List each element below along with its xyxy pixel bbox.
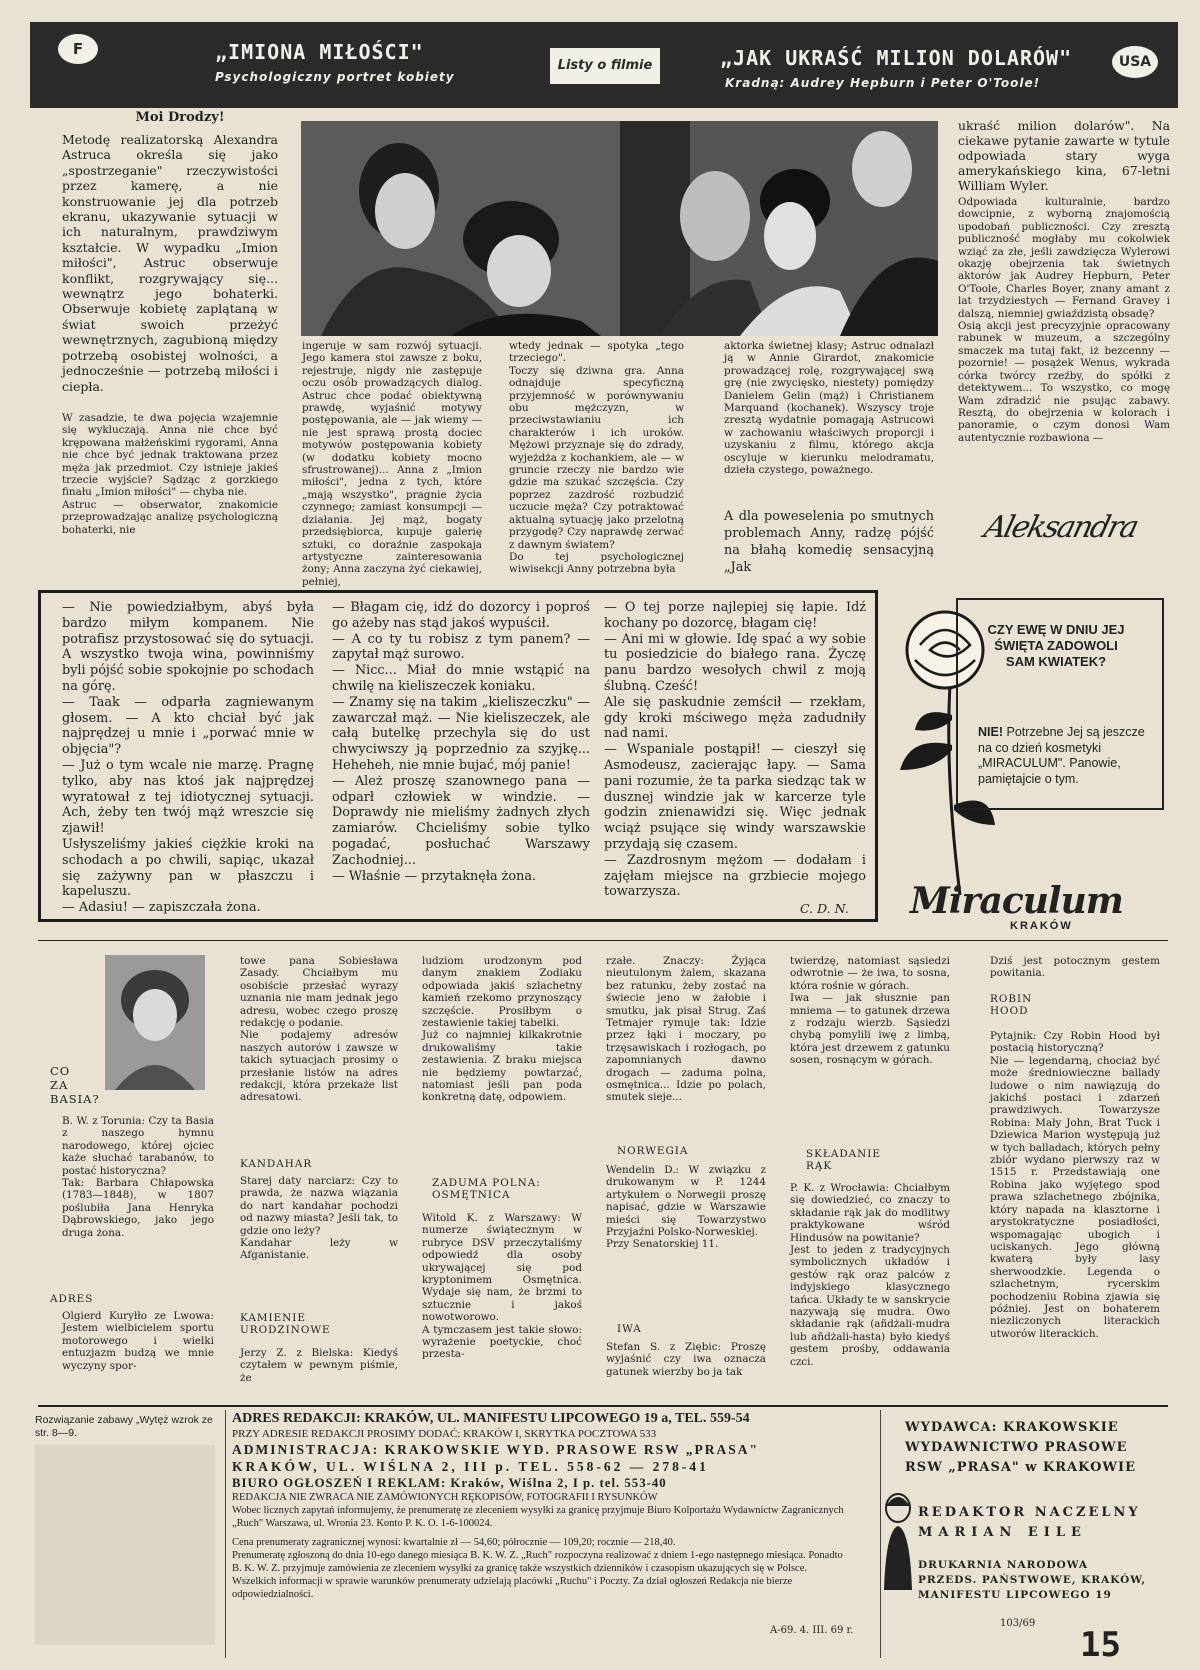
administration-city: KRAKÓW, UL. WIŚLNA 2, III p. TEL. 558-62 — 278-41 (232, 1459, 709, 1474)
qa-iwa-title: IWA (617, 1323, 642, 1335)
qa-col3-text: ludziom urodzonym pod danym znakiem Zodiaku odpowiada jakiś szlachetny kamień rzekomo przynoszący szczęście. Prosiłbym o zestawienie takiej tabelki. Już co najmniej kilkakrotnie drukowaliśmy takie zestawienia. Z braku miejsca nie będziemy powtarzać, natomiast jeśli pan poda konkretną datę, odpowiem. (422, 955, 582, 1104)
letter-badge: F (58, 34, 98, 64)
miraculum-logo: Miraculum (910, 880, 1123, 922)
editor-name: MARIAN EILE (918, 1525, 1087, 1540)
section-label: Listy o filmie (550, 48, 660, 84)
advert-answer (978, 725, 1148, 787)
left-film-title: „IMIONA MIŁOŚCI" (215, 40, 424, 64)
review-column-2: ingeruje w sam rozwój sytuacji. Jego kamera stoi zawsze z boku, rejestruje, nigdy nie zastępuje oczu osób prowadzących dialog. Astruc chce podać obiektywną prawdę, wyjaśnić motywy postępowania, ale — jak wiemy — nie jest sprawą prostą dociec motywów postępowania kobiety (w dodatku kobiety mocno sfrustrowanej)... Anna z „Imion miłości", jedna z tych, które „mają wszystko", pragnie życia czynnego; zamiast konsumpcji — działania. Jej mąż, bogaty przedsiębiorca, kupuje galerię sztuki, co doraźnie zaspokaja artystyczne zainteresowania żony; Anna zaczyna żyć ciekawiej, pełniej, (302, 340, 482, 588)
subscription-note: Wobec licznych zapytań informujemy, że prenumeratę ze zleceniem wysyłki za granicę przyjmuje Biuro Kolportażu Wydawnictw Zagranicznych „Ruch" Warszawa, ul. Wronia 23. Konto P. K. O. 1-6-100024. (232, 1505, 844, 1529)
qa-kandahar-text: Starej daty narciarz: Czy to prawda, że nazwa wiązania do nart kandahar pochodzi od nazwy miasta? Jeśli tak, to gdzie ono leży? Kandahar leży w Afganistanie. (240, 1175, 398, 1262)
qa-basia-text: B. W. z Torunia: Czy ta Basia z naszego hymnu narodowego, której ojciec każe słuchać tarabanów, to postać historyczna? Tak: Barbara Chłapowska (1783—1848), w 1807 poślubiła Jana Henryka Dąbrowskiego, jako jego druga żona. (62, 1115, 214, 1239)
footer-divider (38, 1405, 1168, 1407)
qa-norwegia-text: Wendelin D.: W związku z drukowanym w P. 1244 artykułem o Norwegii proszę napisać, gdzie w Warszawie mieści się Towarzystwo Przyjaźni Polsko-Norweskiej. Przy Senatorskiej 11. (606, 1164, 766, 1251)
country-badge: USA (1112, 46, 1158, 78)
review-column-4b: A dla poweselenia po smutnych problemach Anny, radzę pójść na błahą komedię sensacyjną „Jak (724, 509, 934, 575)
redakcja-address: ADRES REDAKCJI: KRAKÓW, UL. MANIFESTU LIPCOWEGO 19 a, TEL. 559-54 (232, 1411, 750, 1426)
qa-robin-text: Pytajnik: Czy Robin Hood był postacią historyczną? Nie — legendarną, chociaż być może średniowieczne ballady ludowe o nim nawiązują do jakichś postaci i zdarzeń prawdziwych. Towarzysze Robina: Mały John, Brat Tuck i Dziewica Marion występują już w tych balladach, których pełny zbiór wydano pierwszy raz w 1515 r. Przedstawiają one Robina jako wyjętego spod prawa szlachetnego zbójnika, który napada na klasztorne i arystokratyczne posiadłości, wspomagając ubogich i uciskanych. Jego główną kwaterą były lasy sherwoodzkie. Legenda o szlachetnym, rycerskim pochodzeniu Robina zjawia się później. Jest on bohaterem niezliczonych literackich utworów literackich. (990, 1030, 1160, 1340)
postal-box-note: PRZY ADRESIE REDAKCJI PROSIMY DODAĆ: KRAKÓW I, SKRYTKA POCZTOWA 533 (232, 1428, 657, 1440)
address-block (232, 1410, 852, 1601)
section-divider (38, 940, 1168, 941)
review-column-1b: W zasadzie, te dwa pojęcia wzajemnie się wykluczają. Anna nie chce być krępowana małżeńskimi rygorami, Anna nie chce być jednak traktowana przez męża jak przedmiot. Czy istnieje jakieś trzecie wyjście? Sądząc z gorzkiego finału „Imion miłości" — chyba nie. Astruc — obserwator, znakomicie przeprowadzając analizę psychologiczną bohaterki, nie (62, 412, 278, 536)
advert-answer-text: Potrzebne Jej są jeszcze na co dzień kosmetyki „MIRACULUM". Panowie, pamiętajcie o tym. (978, 725, 1145, 786)
print-code: A-69. 4. III. 69 r. (770, 1625, 854, 1636)
author-signature: Aleksandra (980, 510, 1141, 545)
qa-kandahar-title: KANDAHAR (240, 1158, 313, 1170)
review-column-1: Metodę realizatorską Alexandra Astruca określa się jako „spostrzeganie" rzeczywistości przez kamerę, a nie konstruowanie jej dla potrzeb ekranu, ukazywanie sytuacji w ich naturalnym, prawdziwym kształcie. W wypadku „Imion miłości", Astruc obserwuje konflikt, rozgrywający się... wewnątrz jego bohaterki. Obserwuje kobietę zaplątaną w świat swoich przeżyć wewnętrznych, zagubioną między potrzebą osobistej wolności, a jednocześnie — potrzebą miłości i ciepła. (62, 132, 278, 394)
right-film-title: „JAK UKRAŚĆ MILION DOLARÓW" (720, 46, 1073, 70)
left-film-subtitle: Psychologiczny portret kobiety (215, 70, 455, 84)
review-column-3: wtedy jednak — spotyka „tego trzeciego". Toczy się dziwna gra. Anna odnajduje specyficzną przyjemność w porównywaniu obu mężczyzn, w przeciwstawianiu ich charakterów i ich uroków. Mężowi przyznaje się do zdrady, wyjeżdża z kochankiem, ale — w gruncie rzeczy nie bardzo wie gdzie ma szukać szczęścia. Czy poprzez zazdrość rozbudzić uczucie męża? Czy potraktować aktualną sytuację jako przelotną przygodę? Czy naprawdę zerwać z dawnym światem? Do tej psychologicznej wiwisekcji Anny potrzebna była (509, 340, 684, 576)
story-column-3: — O tej porze najlepiej się łapie. Idź kochany po dozorcę, błagam cię! — Ani mi w głowie. Idę spać a wy sobie tu posiedzicie do białego rana. Życzę panu bardzo wesołych chwil z moją ślubną. Cześć! Ale się paskudnie zemścił — rzekłam, gdy kroki mściwego męża zadudniły nad nami. — Wspaniale postąpił! — cieszył się Asmodeusz, zacierając łapy. — Sama pani rozumie, że ta parka siedząc tak w dusznej windzie jak w karcerze tyle godzin znienawidzi się. Więc jednak wciąż psujące się windy warszawskie przydają się czasem. — Zazdrosnym mężom — dodałam i zajęłam miejsce na grzbiecie mojego towarzysza. (604, 600, 866, 900)
qa-robin-title: ROBIN HOOD (990, 993, 1033, 1018)
qa-adres-title: ADRES (50, 1293, 94, 1305)
qa-adres-text: Olgierd Kuryłło ze Lwowa: Jestem wielbicielem sportu motorowego i wielki entuzjazm budzą we mnie wyczyny spor- (62, 1310, 214, 1372)
basia-portrait (105, 955, 205, 1090)
story-column-1: — Nie powiedziałbym, abyś była bardzo miłym kompanem. Nie potrafisz przystosować się do sytuacji. A wszystko twoja wina, powinniśmy byli pójść sobie spokojnie po schodach na górę. — Taak — odparła zagniewanym głosem. — A kto chciał być jak najprędzej u mnie i „porwać mnie w objęcia"? — Już o tym wcale nie marzę. Pragnę tylko, aby nas ktoś jak najprędzej wyratował z tej idiotycznej sytuacji. Ach, żeby ten twój mąż wreszcie się zjawił! Usłyszeliśmy jakieś ciężkie kroki na schodach a po chwili, sapiąc, ukazał się zażywny pan w płaszczu i kapeluszu. — Adasiu! — zapiszczała żona. (62, 600, 314, 916)
qa-skladanie-title: SKŁADANIE RĄK (806, 1148, 881, 1173)
publisher-info: WYDAWCA: KRAKOWSKIE WYDAWNICTWO PRASOWE RSW „PRASA" w KRAKOWIE (905, 1420, 1137, 1475)
qa-zaduma-text: Witold K. z Warszawy: W numerze świątecznym w rubryce DSV przeczytaliśmy odpowiedź dla osoby ukrywającej się pod kryptonimem Osmętnica. Wydaje się nam, że brzmi to sztucznie i jakoś nowotworowo. A tymczasem jest takie słowo: wyrażenie poetyckie, choć przesta- (422, 1212, 582, 1361)
puzzle-solution-image (35, 1445, 215, 1645)
right-film-subtitle: Kradną: Audrey Hepburn i Peter O'Toole! (725, 76, 1041, 90)
printer-info: DRUKARNIA NARODOWA PRZEDS. PAŃSTWOWE, KRAKÓW, MANIFESTU LIPCOWEGO 19 (918, 1559, 1147, 1601)
advert-answer-no: NIE! (978, 725, 1003, 739)
footer-vline-left (225, 1410, 226, 1658)
review-column-5b: Odpowiada kulturalnie, bardzo dowcipnie, z wyborną znajomością upodobań publiczności. Czy zresztą publiczność mogłaby mu cokolwiek wziąć za złe, jeśli zawdzięcza Wylerowi okazję obejrzenia tak świetnych aktorów jak Audrey Hepburn, Peter O'Toole, Charles Boyer, znany amant z lat trzydziestych — Fernand Gravey i dalszą, niemniej gwiaździstą obsadę? Osią akcji jest precyzyjnie opracowany rabunek w muzeum, a szczególny smaczek ma tutaj fakt, iż bezcenny — pozornie! — posążek Wenus, wykrada córka twórcy rzeźby, do spółki z detektywem... To wszystko, co mogę Wam zdradzić nie psując zabawy. Resztą, do obejrzenia w kolorach i panoramie, o czym donosi Wam autentycznie rozbawiona — (958, 196, 1170, 444)
review-column-5: ukraść milion dolarów". Na ciekawe pytanie zawarte w tytule odpowiada stary wyga amerykańskiego kina, 67-letni William Wyler. (958, 118, 1170, 193)
film-still-jak-ukrasc-milion-dolarow (620, 121, 938, 336)
ads-office: BIURO OGŁOSZEŃ I REKLAM: Kraków, Wiślna 2, I p. tel. 553-40 (232, 1476, 667, 1490)
miraculum-city: KRAKÓW (1010, 920, 1073, 932)
subscription-price: Cena prenumeraty zagranicznej wynosi: kwartalnie zł — 54,60; półrocznie — 109,20; rocznie — 218,40. (232, 1537, 676, 1548)
qa-skladanie-text: P. K. z Wrocławia: Chciałbym się dowiedzieć, co znaczy to składanie rąk jak do modlitwy praktykowane wśród Hindusów na powitanie? Jest to jeden z tradycyjnych symbolicznych układów i gestów rąk oraz palców z indyjskiego klasycznego tańca. Układy te w sanskrycie nazywają się mudra. Owo składanie rąk (añdżali-mudra lub añdżali-hasta) było kiedyś gestem prośby, oddawania czci. (790, 1182, 950, 1368)
qa-norwegia-title: NORWEGIA (617, 1145, 689, 1157)
qa-kamienie-title: KAMIENIE URODZINOWE (240, 1312, 331, 1337)
qa-col6-text: Dziś jest potocznym gestem powitania. (990, 955, 1160, 980)
header-banner (30, 22, 1178, 108)
page-number: 15 (1080, 1625, 1121, 1665)
editor-label: REDAKTOR NACZELNY (918, 1505, 1141, 1520)
advert-question: CZY EWĘ W DNIU JEJ ŚWIĘTA ZADOWOLI SAM KWIATEK? (987, 622, 1125, 669)
issue-code: 103/69 (1000, 1618, 1036, 1629)
puzzle-solution-label: Rozwiązanie zabawy „Wytęż wzrok ze str. 8—9. (35, 1414, 213, 1439)
qa-col4-text: rzałe. Znaczy: Żyjąca nieutulonym żalem, skazana bez ratunku, żeby zostać na świecie jeno w żałobie i smutku, jak pisał Strug. Zaś Tetmajer rymuje tak: Idzie przez łąki i moczary, po trzęsawiskach i rozłogach, po zapomnianych dawno drogach — zaduma polna, osmętnica... Idzie po polach, smutek sieje... (606, 955, 766, 1104)
qa-basia-title: CO ZA BASIA? (50, 1064, 100, 1106)
review-greeting: Moi Drodzy! (135, 110, 225, 125)
administration-address: ADMINISTRACJA: KRAKOWSKIE WYD. PRASOWE RSW „PRASA" (232, 1442, 760, 1457)
qa-col2-text: towe pana Sobiesława Zasady. Chciałbym mu osobiście przesłać wyrazy uznania nie mam jednak jego adresu, wobec czego proszę redakcję o podanie. Nie podajemy adresów naszych autorów i zawsze w takich sytuacjach prosimy o przesłanie listów na adres redakcji, która przekaże list adresatowi. (240, 955, 398, 1104)
editor-figure (880, 1490, 916, 1590)
manuscripts-note: REDAKCJA NIE ZWRACA NIE ZAMÓWIONYCH RĘKOPISÓW, FOTOGRAFII I RYSUNKÓW (232, 1492, 658, 1503)
qa-kamienie-text: Jerzy Z. z Bielska: Kiedyś czytałem w pewnym piśmie, że (240, 1347, 398, 1384)
film-still-imiona-milosci (301, 121, 621, 336)
review-column-4: aktorka świetnej klasy; Astruc odnalazł ją w Annie Girardot, znakomicie prowadzącej rolę, rozgrywającej swą grę (nie zwycięsko, niestety) pomiędzy Danielem Gelin (mąż) i Christianem Marquand (kochanek). Wszyscy troje zresztą wydatnie pomagają Astrucowi w zachowaniu właściwych proporcji i uzyskaniu z filmu, którego akcja oscyluje w kierunku melodramatu, dzieła czystego, poważnego. (724, 340, 934, 477)
subscription-terms: Prenumeratę zgłoszoną do dnia 10-ego danego miesiąca B. K. W. Z. „Ruch" rozpoczyna realizować z dniem 1-ego następnego miesiąca. Ponadto B. K. W. Z. przyjmuje zamówienia ze zleceniem wysyłki za granicę także wszystkich dzienników i czasopism ukazujących się w Polsce. Wszelkich informacji w sprawie warunków prenumeraty udzielają placówki „Ruchu" i Poczty. Za dział ogłoszeń Redakcja nie bierze odpowiedzialności. (232, 1550, 843, 1600)
story-column-2: — Błagam cię, idź do dozorcy i poproś go ażeby nas stąd jakoś wypuścił. — A co ty tu robisz z tym panem? — zapytał mąż surowo. — Nicc... Miał do mnie wstąpić na chwilę na kieliszeczek koniaku. — Znamy się na takim „kieliszeczku" — zawarczał mąż. — Nie kieliszeczek, ale całą butelkę przechyla się do ust chwyciwszy ją poprzednio za szyjkę... Heheheh, nie mnie bujać, mój panie! — Ależ proszę szanownego pana — odparł człowiek w windzie. — Doprawdy nie mieliśmy żadnych złych zamiarów. Chcieliśmy sobie tylko pogadać, posłuchać Warszawy Zachodniej... — Właśnie — przytaknęła żona. (332, 600, 590, 884)
qa-zaduma-title: ZADUMA POLNA: OSMĘTNICA (432, 1177, 541, 1202)
qa-col5-text: twierdzę, natomiast sąsiedzi odwrotnie — że iwa, to sosna, która rośnie w górach. Iwa — jak słusznie pan mniema — to gatunek drzewa z rodzaju wierzb. Sąsiedzi chybą pomylili iwę z limbą, która jest drzewem z gatunku sosen, rosnącym w górach. (790, 955, 950, 1067)
story-initials: C. D. N. (800, 901, 849, 916)
qa-iwa-text: Stefan S. z Ziębic: Proszę wyjaśnić czy iwa oznacza gatunek wierzby bo ja tak (606, 1341, 766, 1378)
